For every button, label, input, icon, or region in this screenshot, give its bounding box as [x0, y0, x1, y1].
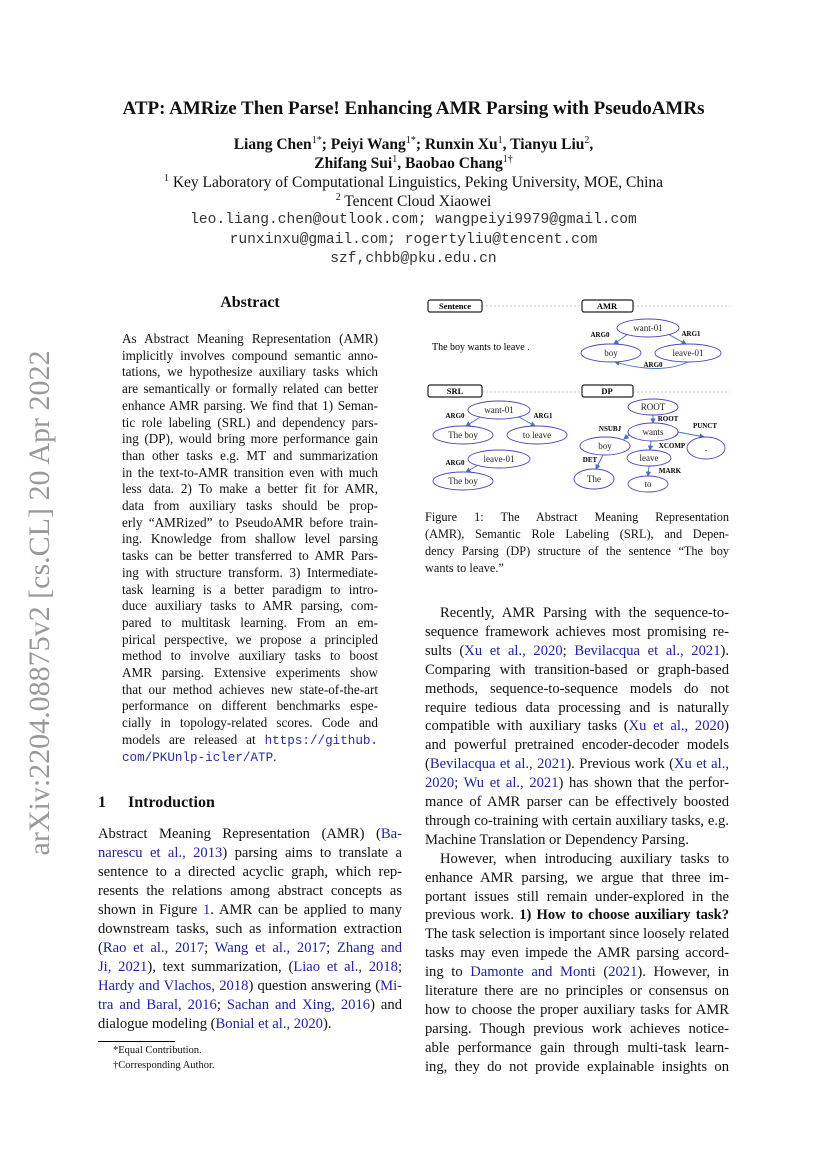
author-affiliation-mark: 1	[497, 135, 503, 146]
text-line: portant issues still remain under-explored in the	[425, 888, 729, 905]
edge-label: ARG0	[445, 459, 465, 467]
affiliation-2	[0, 192, 827, 211]
author-affiliation-mark: 2	[584, 135, 590, 146]
section-title: Introduction	[128, 794, 215, 811]
text-line: (Rao et al., 2017; Wang et al., 2017; Zhang and	[98, 940, 402, 956]
text-line: Comparing with transition-based or graph-based	[425, 661, 729, 678]
text-line: tasks can be better transferred to AMR Pars-	[122, 548, 378, 564]
affiliation-text: Key Laboratory of Computational Linguistics, Peking University, MOE, China	[168, 174, 664, 192]
footnote-rule	[98, 1041, 175, 1042]
footnote-corresponding-author: †Corresponding Author.	[113, 1060, 215, 1071]
text-line: and powerful pretrained encoder-decoder models	[425, 737, 729, 754]
text-line: enhance AMR parsing. We find that 1) Seman-	[122, 397, 378, 413]
text-line: ing with structure transform. 3) Intermediate-	[122, 564, 378, 580]
author-affiliation-mark: 1†	[502, 154, 513, 165]
text-line: tations, we hypothesize auxiliary tasks which	[122, 364, 378, 380]
citation-link[interactable]: Bonial et al., 2020	[215, 1016, 323, 1032]
text-line: dialogue modeling (Bonial et al., 2020).	[98, 1016, 332, 1032]
panel-label-amr: AMR	[596, 301, 618, 311]
text-line: As Abstract Meaning Representation (AMR)	[122, 331, 378, 346]
text-line: task learning is a better paradigm to intro-	[122, 581, 378, 597]
paper-title: ATP: AMRize Then Parse! Enhancing AMR Parsing with PseudoAMRs	[122, 98, 705, 119]
author-separator: ,	[502, 136, 511, 154]
text-line: downstream tasks, such as information extraction	[98, 921, 402, 937]
email-line: szf,chbb@pku.edu.cn	[330, 251, 497, 267]
edge-label: PUNCT	[692, 422, 718, 430]
text-line: duce auxiliary tasks to AMR parsing, com-	[122, 598, 378, 614]
srl-node-leave: leave-01	[483, 454, 515, 464]
section-heading-introduction	[98, 794, 215, 812]
text-line: enhance AMR parsing, we argue that three im-	[425, 869, 729, 886]
dp-node-the: The	[587, 474, 601, 484]
amr-node-want: want-01	[633, 323, 663, 333]
srl-node-want: want-01	[484, 405, 514, 415]
author-name: Tianyu Liu	[510, 136, 585, 154]
author-affiliation-mark: 1*	[311, 135, 322, 146]
panel-label-sentence: Sentence	[438, 301, 472, 311]
citation-link[interactable]: Wang et al., 2017	[214, 940, 327, 956]
text-line: cially in topology-related scores. Code and	[122, 715, 378, 731]
code-url-link[interactable]: https://github.	[264, 733, 378, 748]
text-line: parsing. Though previous work achieves notice-	[425, 1020, 729, 1037]
citation-link[interactable]: tra and Baral, 2016	[98, 997, 217, 1013]
footnote-equal-contribution: *Equal Contribution.	[113, 1045, 202, 1056]
citation-link[interactable]: Xu et al.,	[673, 756, 730, 773]
text-line: erly “AMRized” to PseudoAMR before train-	[122, 514, 378, 530]
text-line: method to involve auxiliary tasks to boost	[122, 648, 378, 664]
text-line: tasks may even impede the AMR parsing accord-	[425, 945, 729, 962]
text-line: than other tasks e.g. MT and summarization	[122, 447, 378, 463]
text-line: how to choose the proper auxiliary tasks for AMR	[425, 1001, 729, 1018]
author-affiliation-mark: 1*	[405, 135, 416, 146]
citation-link[interactable]: narescu et al., 2013	[98, 845, 223, 861]
citation-link[interactable]: Xu et al., 2020	[628, 718, 725, 735]
text-line: 2020; Wu et al., 2021) has shown that the perfor-	[425, 775, 729, 792]
author-name: Runxin Xu	[424, 136, 498, 154]
text-line: less data. 2) To make a better fit for AMR,	[122, 481, 378, 497]
text-line: that our method achieves new state-of-the-art	[122, 681, 378, 697]
authors-line-2	[0, 154, 827, 173]
citation-link[interactable]: 2020	[425, 775, 455, 792]
author-name: Liang Chen	[233, 136, 312, 154]
text-line: narescu et al., 2013) parsing aims to translate a	[98, 845, 402, 861]
figure-1-diagram	[420, 295, 730, 495]
citation-link[interactable]: Hardy and Vlachos, 2018	[98, 978, 249, 994]
citation-link[interactable]: Zhang and	[336, 940, 402, 956]
citation-link[interactable]: Xu et al., 2020	[464, 642, 563, 659]
citation-link[interactable]: Rao et al., 2017	[102, 940, 205, 956]
abstract-heading: Abstract	[220, 294, 280, 311]
citation-link[interactable]: Damonte and Monti	[470, 964, 596, 981]
text-line: Recently, AMR Parsing with the sequence-to-	[440, 605, 729, 621]
citation-link[interactable]: Sachan and Xing, 2016	[226, 997, 371, 1013]
citation-link[interactable]: Ba-	[380, 826, 402, 842]
dp-node-leave: leave	[639, 453, 659, 463]
text-line: require tedious data processing and is naturally	[425, 699, 729, 716]
text-line: (Bevilacqua et al., 2021). Previous work (Xu et al.,	[425, 756, 730, 773]
affiliation-1	[0, 173, 827, 192]
dp-node-wants: wants	[642, 427, 664, 437]
email-line: leo.liang.chen@outlook.com; wangpeiyi9979@gmail.com	[190, 212, 637, 228]
citation-link[interactable]: Bevilacqua et al., 2021	[574, 642, 721, 659]
dp-node-to: to	[644, 479, 652, 489]
text-line: ing to Damonte and Monti (2021). However, in	[425, 964, 730, 981]
section-number: 1	[98, 794, 106, 811]
text-line: Ji, 2021), text summarization, (Liao et al., 2018;	[98, 959, 403, 975]
text-line: literature there are no principles or consensus on	[425, 983, 729, 999]
arxiv-stamp: arXiv:2204.08875v2 [cs.CL] 20 Apr 2022	[23, 350, 56, 856]
citation-link[interactable]: Wu et al., 2021	[463, 775, 559, 792]
citation-link[interactable]: Liao et al., 2018	[293, 959, 398, 975]
text-line: com/PKUnlp-icler/ATP.	[122, 748, 277, 765]
email-line: runxinxu@gmail.com; rogertyliu@tencent.com	[229, 232, 598, 248]
text-line: The task selection is important since loosely related	[425, 926, 729, 943]
citation-link[interactable]: Ji, 2021	[98, 959, 148, 975]
panel-label-dp: DP	[601, 386, 613, 396]
author-separator: ,	[397, 155, 405, 173]
author-separator: ;	[321, 136, 331, 154]
text-line: resents the relations among abstract concepts as	[98, 883, 402, 899]
text-line: ing (DP), would bring more performance gain	[122, 431, 378, 447]
text-line: able performance gain through multi-task learn-	[425, 1039, 729, 1056]
affiliation-text: Tencent Cloud Xiaowei	[340, 193, 492, 211]
authors-line-1	[0, 135, 827, 154]
author-name: Zhifang Sui	[314, 155, 393, 173]
text-line: data from auxiliary tasks should be prop-	[122, 498, 378, 513]
edge-label: ARG0	[445, 412, 465, 420]
text-line: methods, sequence-to-sequence models do not	[425, 680, 729, 697]
author-separator: ;	[415, 136, 425, 154]
text-line: pirical perspective, we propose a principled	[122, 631, 378, 647]
edge-label: ROOT	[657, 415, 679, 423]
edge-label: NSUBJ	[598, 425, 622, 433]
text-line: pared to multitask learning. From an em-	[122, 614, 378, 630]
affiliation-sup: 1	[163, 173, 169, 184]
author-name: Baobao Chang	[404, 155, 503, 173]
text-line: ing. Knowledge from shallow level parsing	[122, 531, 378, 547]
dp-node-punct: .	[704, 443, 708, 453]
text-line: sequence framework achieves most promising re-	[425, 623, 729, 640]
text-line: models are released at https://github.	[122, 731, 378, 748]
text-line: sentence to a directed acyclic graph, which rep-	[98, 864, 402, 880]
code-url-link[interactable]: com/PKUnlp-icler/ATP	[122, 750, 274, 765]
text-line: AMR parsing. Extensive experiments show	[122, 665, 378, 680]
amr-node-leave: leave-01	[672, 348, 704, 358]
affiliation-sup: 2	[335, 192, 341, 203]
text-line: implicitly involves compound semantic anno-	[122, 347, 378, 363]
edge-label: ARG0	[643, 361, 663, 369]
edge-label: DET	[582, 456, 598, 464]
edge-label: ARG1	[533, 412, 553, 420]
text-line: Figure 1: The Abstract Meaning Representation	[425, 510, 729, 524]
text-line: Hardy and Vlachos, 2018) question answering (Mi-	[98, 978, 402, 994]
edge-label: ARG1	[681, 330, 701, 338]
text-line: ing, they do not provide explainable insights on	[425, 1058, 729, 1075]
edge-label: MARK	[658, 467, 682, 475]
citation-link[interactable]: Bevilacqua et al., 2021	[429, 756, 567, 773]
text-line: dency Parsing (DP) structure of the sentence “The boy	[425, 544, 729, 558]
text-line: mance of AMR parser can be effectively boosted	[425, 794, 729, 810]
citation-link[interactable]: Mi-	[380, 978, 402, 994]
text-line: tic role labeling (SRL) and dependency pars-	[122, 414, 378, 430]
text-line: compatible with auxiliary tasks (Xu et al., 2020)	[425, 718, 729, 735]
panel-label-srl: SRL	[446, 386, 464, 396]
text-line: (AMR), Semantic Role Labeling (SRL), and Depen-	[425, 527, 729, 541]
text-line: are semantically or formally related can better	[122, 381, 378, 397]
srl-node-the-boy-2: The boy	[448, 476, 478, 486]
edge-label: XCOMP	[658, 442, 686, 450]
citation-link[interactable]: 2021	[608, 964, 638, 981]
text-line: through co-training with certain auxiliary tasks, e.g.	[425, 812, 729, 829]
author-separator: ,	[589, 136, 594, 154]
dp-node-root: ROOT	[640, 402, 666, 412]
text-line: shown in Figure 1. AMR can be applied to many	[98, 902, 402, 918]
author-affiliation-mark: 1	[392, 154, 398, 165]
text-line: wants to leave.”	[425, 561, 504, 575]
text-line: in the text-to-AMR transition even with much	[122, 464, 378, 480]
text-line: sults (Xu et al., 2020; Bevilacqua et al., 2021).	[425, 642, 730, 659]
example-sentence: The boy wants to leave .	[432, 342, 530, 353]
edge-label: ARG0	[590, 331, 610, 339]
srl-node-to-leave: to leave	[522, 430, 552, 440]
author-name: Peiyi Wang	[330, 136, 406, 154]
text-line: performance on different benchmarks espe-	[122, 698, 378, 714]
srl-node-the-boy: The boy	[448, 430, 478, 440]
dp-node-boy: boy	[598, 441, 612, 451]
amr-node-boy: boy	[604, 348, 618, 358]
text-line: Abstract Meaning Representation (AMR) (Ba-	[98, 826, 402, 842]
text-line: Machine Translation or Dependency Parsing.	[425, 831, 689, 848]
text-line: However, when introducing auxiliary tasks to	[440, 850, 729, 867]
citation-link[interactable]: 1	[203, 902, 211, 918]
text-line: tra and Baral, 2016; Sachan and Xing, 2016) and	[98, 997, 402, 1013]
bold-text: 1) How to choose auxiliary task?	[519, 907, 729, 924]
text-line: previous work. 1) How to choose auxiliary task?	[425, 907, 729, 924]
